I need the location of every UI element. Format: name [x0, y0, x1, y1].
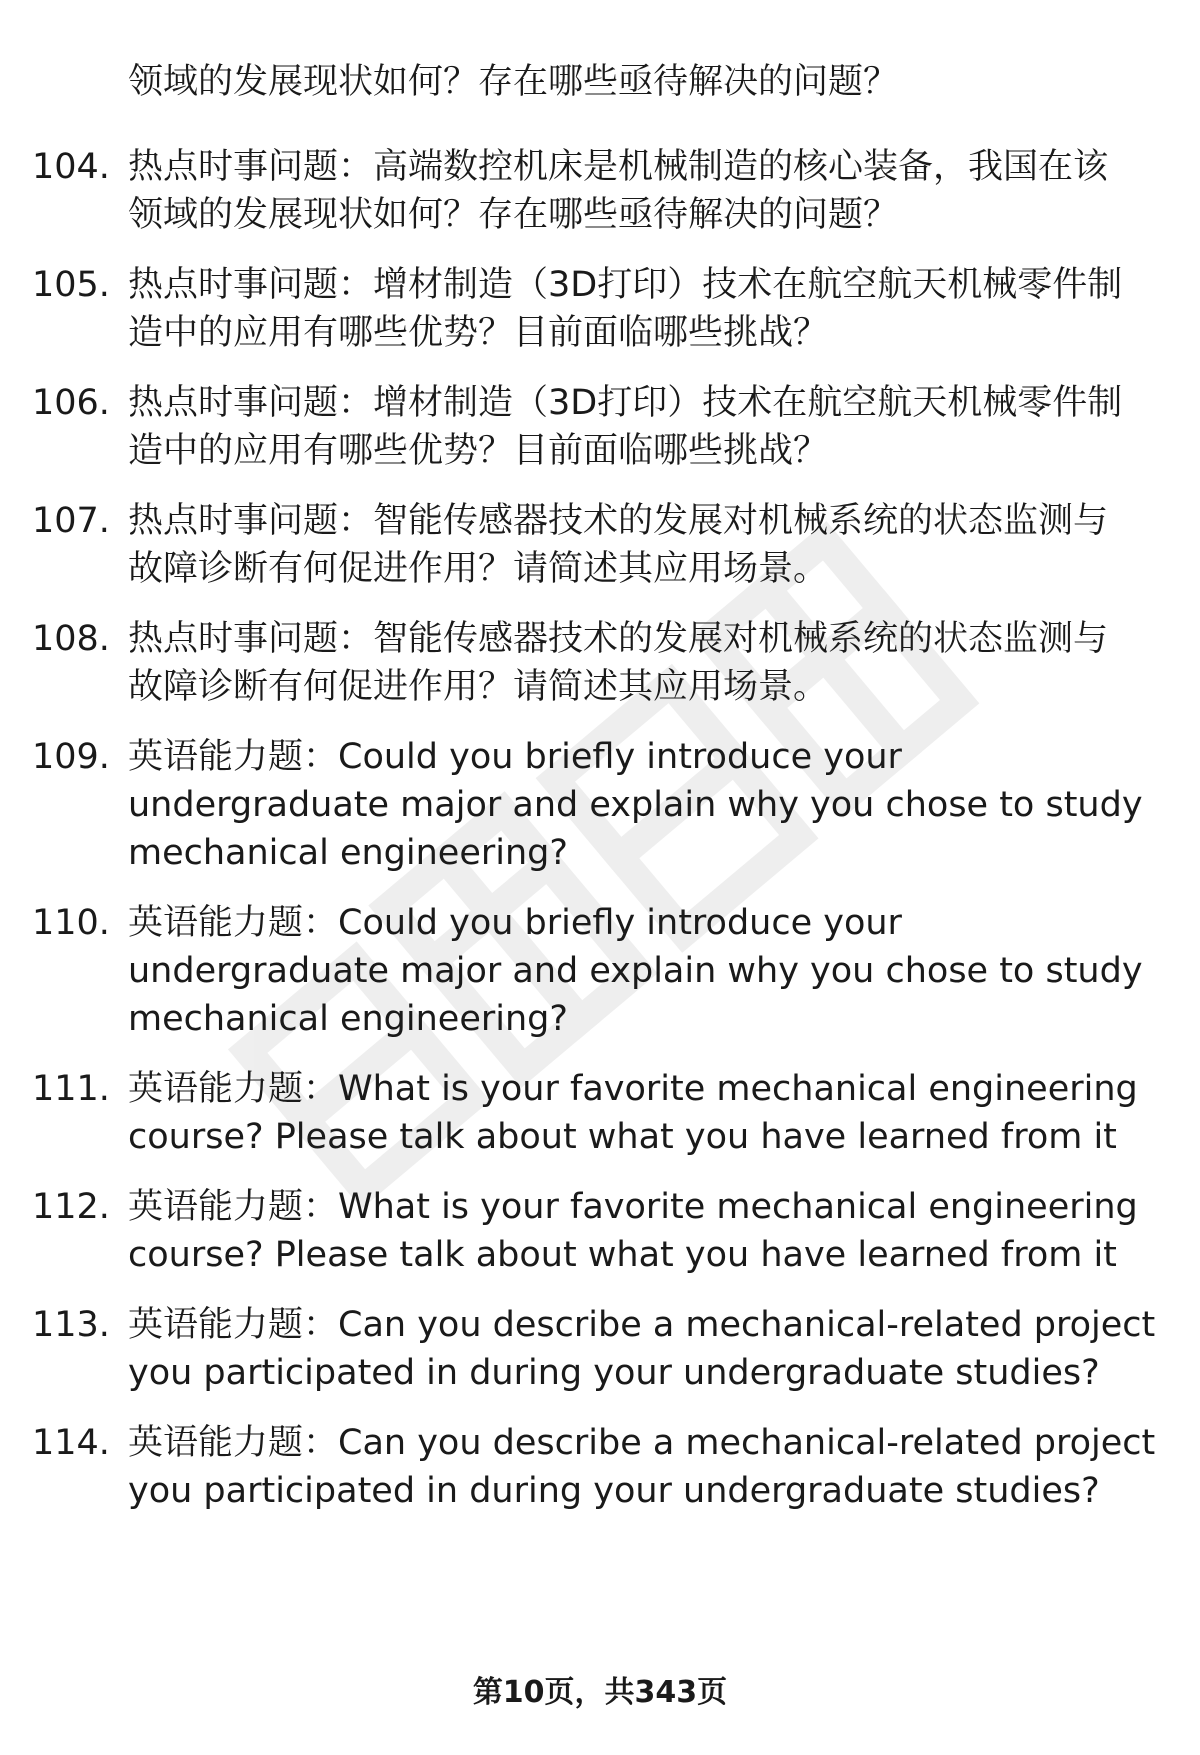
question-number: 113.: [32, 1305, 110, 1345]
question-text-line: mechanical engineering?: [128, 999, 568, 1039]
question-number: 107.: [32, 501, 110, 541]
question-text: [128, 143, 1173, 239]
question-text: [128, 899, 1173, 1043]
page-footer: 第10页，共343页: [472, 1675, 728, 1710]
question-item: [0, 143, 1200, 239]
question-item: [0, 733, 1200, 877]
question-text-line: 英语能力题：Can you describe a mechanical-related project: [128, 1305, 1156, 1345]
question-text-line: 英语能力题：What is your favorite mechanical engineering: [128, 1187, 1138, 1227]
question-text-line: 故障诊断有何促进作用？请简述其应用场景。: [128, 667, 829, 707]
question-text: [128, 1183, 1173, 1279]
question-item: [0, 899, 1200, 1043]
question-text-line: 热点时事问题：增材制造（3D打印）技术在航空航天机械零件制: [128, 265, 1123, 305]
question-number: 108.: [32, 619, 110, 659]
question-number: 109.: [32, 737, 110, 777]
question-item: [0, 615, 1200, 711]
question-text-line: course? Please talk about what you have learned from it: [128, 1235, 1117, 1275]
question-text: [128, 1301, 1173, 1397]
question-item: [0, 1183, 1200, 1279]
question-number: 104.: [32, 147, 110, 187]
question-text-line: 故障诊断有何促进作用？请简述其应用场景。: [128, 549, 829, 589]
question-text: [128, 1419, 1173, 1515]
question-text: [128, 1065, 1173, 1161]
question-number: 110.: [32, 903, 110, 943]
question-item: [0, 1419, 1200, 1515]
question-item: [0, 1301, 1200, 1397]
question-text-line: you participated in during your undergraduate studies?: [128, 1353, 1100, 1393]
question-text: [128, 497, 1173, 593]
question-item: [0, 261, 1200, 357]
question-text-line: undergraduate major and explain why you chose to study: [128, 785, 1143, 825]
question-text-line: 英语能力题：What is your favorite mechanical engineering: [128, 1069, 1138, 1109]
question-text-line: undergraduate major and explain why you chose to study: [128, 951, 1143, 991]
question-text-line: 造中的应用有哪些优势？目前面临哪些挑战？: [128, 313, 829, 353]
question-text-line: 热点时事问题：增材制造（3D打印）技术在航空航天机械零件制: [128, 383, 1123, 423]
continuation-text: 领域的发展现状如何？存在哪些亟待解决的问题？: [128, 62, 899, 102]
question-text: [128, 733, 1173, 877]
question-text-line: 英语能力题：Could you briefly introduce your: [128, 737, 902, 777]
question-number: 114.: [32, 1423, 110, 1463]
question-text-line: 造中的应用有哪些优势？目前面临哪些挑战？: [128, 431, 829, 471]
question-item: [0, 1065, 1200, 1161]
question-text-line: 英语能力题：Could you briefly introduce your: [128, 903, 902, 943]
question-number: 111.: [32, 1069, 110, 1109]
question-text-line: mechanical engineering?: [128, 833, 568, 873]
question-number: 112.: [32, 1187, 110, 1227]
question-text-line: 领域的发展现状如何？存在哪些亟待解决的问题？: [128, 195, 899, 235]
question-text-line: 热点时事问题：智能传感器技术的发展对机械系统的状态监测与: [128, 501, 1109, 541]
question-text-line: you participated in during your undergraduate studies?: [128, 1471, 1100, 1511]
question-text: [128, 379, 1173, 475]
question-number: 105.: [32, 265, 110, 305]
question-item: [0, 379, 1200, 475]
question-item: [0, 497, 1200, 593]
question-text: [128, 261, 1173, 357]
question-text-line: 热点时事问题：智能传感器技术的发展对机械系统的状态监测与: [128, 619, 1109, 659]
question-number: 106.: [32, 383, 110, 423]
question-text: [128, 615, 1173, 711]
question-text-line: 热点时事问题：高端数控机床是机械制造的核心装备，我国在该: [128, 147, 1109, 187]
question-text-line: 英语能力题：Can you describe a mechanical-related project: [128, 1423, 1156, 1463]
question-text-line: course? Please talk about what you have learned from it: [128, 1117, 1117, 1157]
